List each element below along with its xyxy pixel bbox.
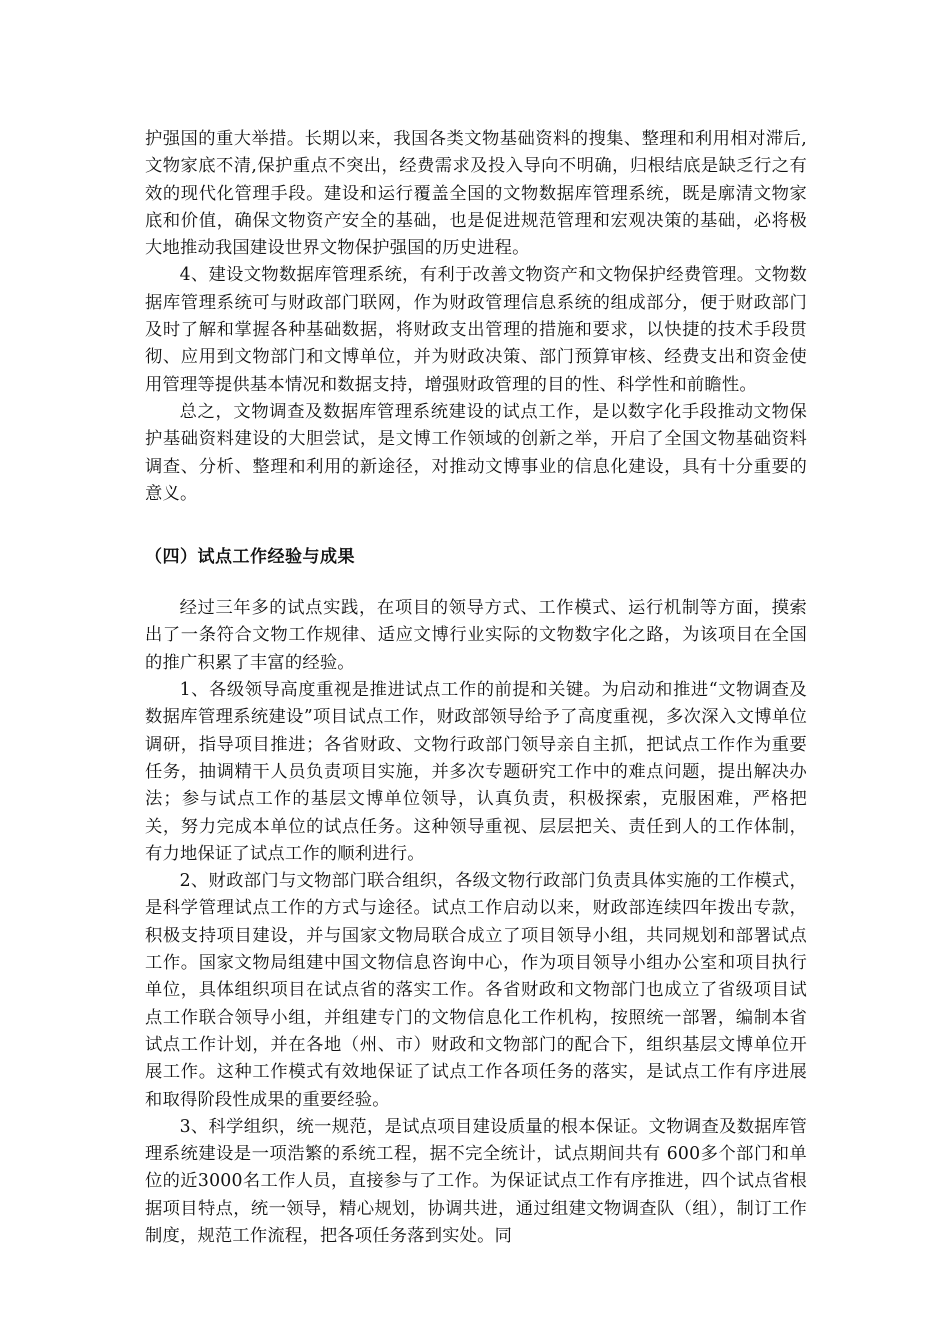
paragraph-summary: 总之，文物调查及数据库管理系统建设的试点工作，是以数字化手段推动文物保护基础资料建设的大胆尝试，是文博工作领域的创新之举，开启了全国文物基础资料调查、分析、整理和利用的新途径，对推动文博事业的信息化建设，具有十分重要的意义。: [145, 401, 807, 504]
paragraph-point-4: 4、建设文物数据库管理系统，有利于改善文物资产和文物保护经费管理。文物数据库管理系统可与财政部门联网，作为财政管理信息系统的组成部分，便于财政部门及时了解和掌握各种基础数据，将财政支出管理的措施和要求，以快捷的技术手段贯彻、应用到文物部门和文博单位，并为财政决策、部门预算审核、经费支出和资金使用管理等提供基本情况和数据支持，增强财政管理的目的性、科学性和前瞻性。: [145, 265, 807, 395]
paragraph-point-1: 1、各级领导高度重视是推进试点工作的前提和关键。为启动和推进“文物调查及数据库管理系统建设”项目试点工作，财政部领导给予了高度重视，多次深入文博单位调研，指导项目推进；各省财政、文物行政部门领导亲自主抓，把试点工作作为重要任务，抽调精干人员负责项目实施，并多次专题研究工作中的难点问题，提出解决办法；参与试点工作的基层文博单位领导，认真负责，积极探索，克服困难，严格把关，努力完成本单位的试点任务。这种领导重视、层层把关、责任到人的工作体制，有力地保证了试点工作的顺利进行。: [145, 680, 807, 864]
paragraph-point-3: 3、科学组织，统一规范，是试点项目建设质量的根本保证。文物调查及数据库管理系统建设是一项浩繁的系统工程，据不完全统计，试点期间共有 600多个部门和单位的近3000名工作人员，直接参与了工作。为保证试点工作有序推进，四个试点省根据项目特点，统一领导，精心规划，协调共进，通过组建文物调查队（组），制订工作制度，规范工作流程，把各项任务落到实处。同: [145, 1116, 807, 1246]
paragraph-intro: 经过三年多的试点实践，在项目的领导方式、工作模式、运行机制等方面，摸索出了一条符合文物工作规律、适应文博行业实际的文物数字化之路，为该项目在全国的推广积累了丰富的经验。: [145, 598, 807, 673]
paragraph-continuation: 护强国的重大举措。长期以来，我国各类文物基础资料的搜集、整理和利用相对滞后,文物家底不清,保护重点不突出，经费需求及投入导向不明确，归根结底是缺乏行之有效的现代化管理手段。建设和运行覆盖全国的文物数据库管理系统，既是廓清文物家底和价值，确保文物资产安全的基础，也是促进规范管理和宏观决策的基础，必将极大地推动我国建设世界文物保护强国的历史进程。: [145, 129, 807, 259]
paragraph-point-2: 2、财政部门与文物部门联合组织，各级文物行政部门负责具体实施的工作模式，是科学管理试点工作的方式与途径。试点工作启动以来，财政部连续四年拨出专款，积极支持项目建设，并与国家文物局联合成立了项目领导小组，共同规划和部署试点工作。国家文物局组建中国文物信息咨询中心，作为项目领导小组办公室和项目执行单位，具体组织项目在试点省的落实工作。各省财政和文物部门也成立了省级项目试点工作联合领导小组，并组建专门的文物信息化工作机构，按照统一部署，编制本省试点工作计划，并在各地（州、市）财政和文物部门的配合下，组织基层文博单位开展工作。这种工作模式有效地保证了试点工作各项任务的落实，是试点工作有序进展和取得阶段性成果的重要经验。: [145, 871, 807, 1110]
section-body: [145, 595, 807, 1250]
section-heading: （四）试点工作经验与成果: [145, 547, 355, 568]
document-page: [145, 126, 807, 1250]
